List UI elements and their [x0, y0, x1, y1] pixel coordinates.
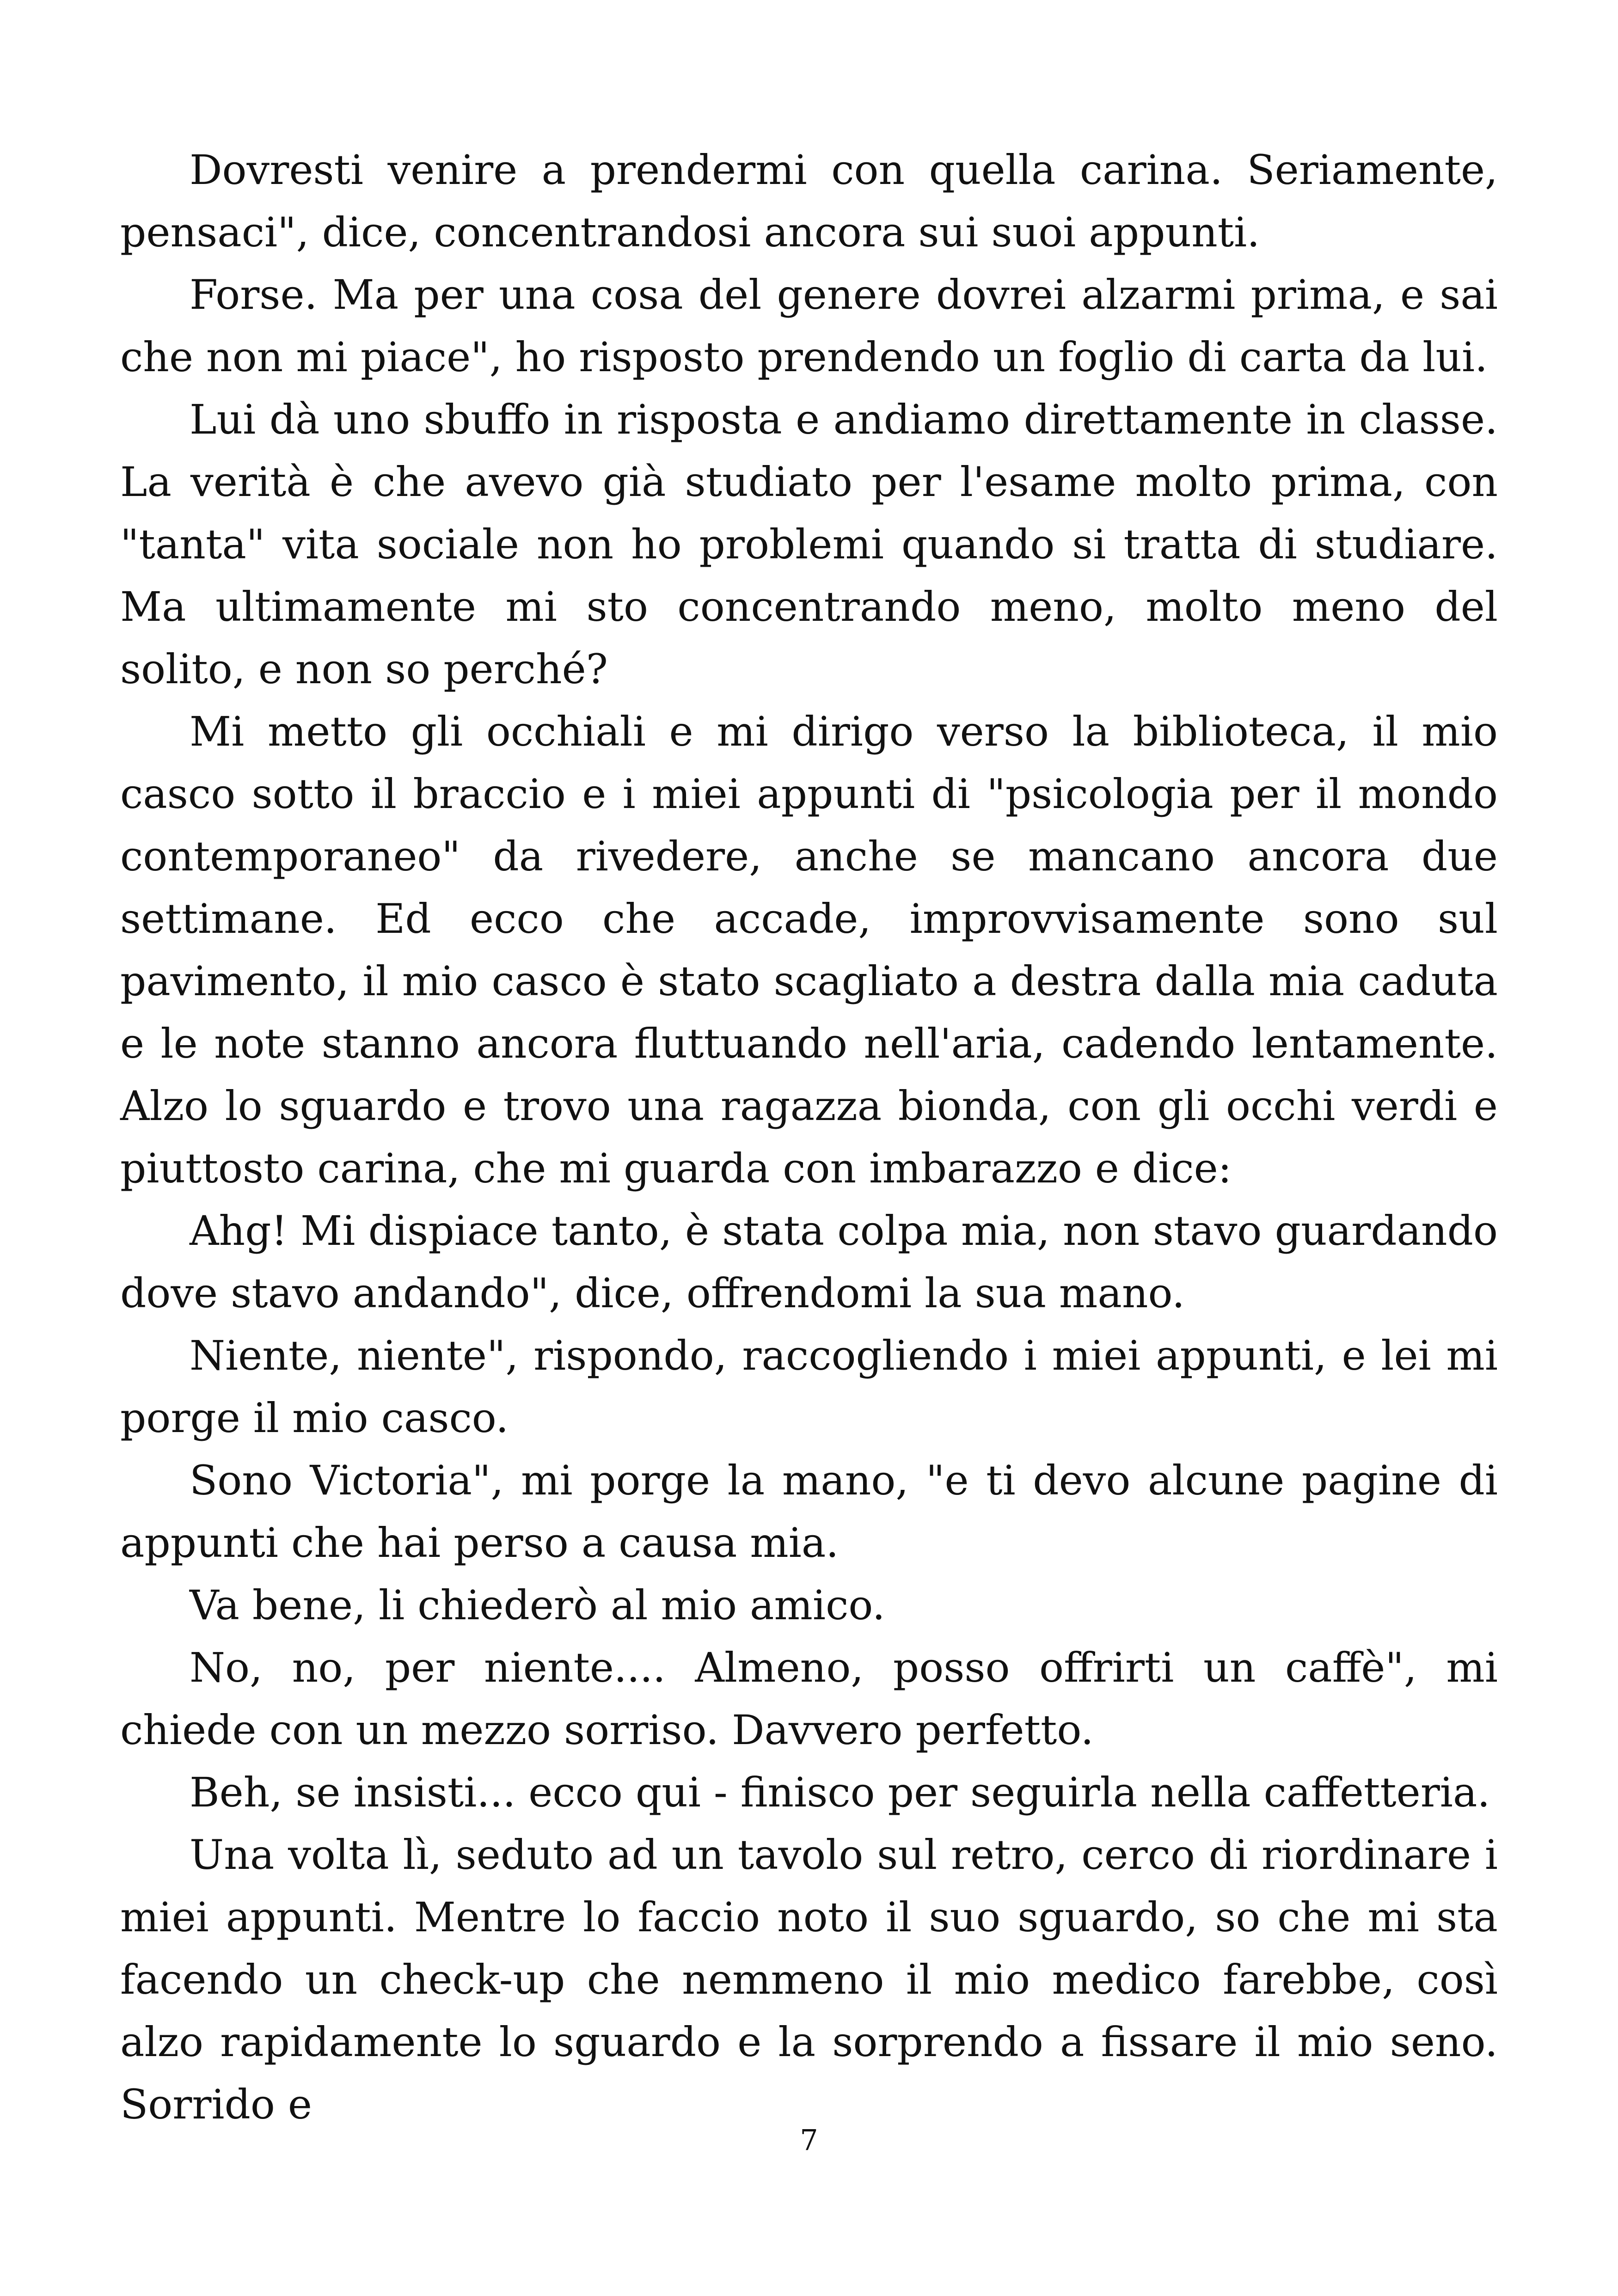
paragraph-1: Dovresti venire a prendermi con quella carina. Seriamente, pensaci", dice, concentrandosi ancora sui suoi appunti.	[120, 146, 1498, 256]
page-body	[120, 139, 1498, 2136]
paragraph-4: Mi metto gli occhiali e mi dirigo verso la biblioteca, il mio casco sotto il braccio e i miei appunti di "psicologia per il mondo contemporaneo" da rivedere, anche se mancano ancora due settimane. Ed ecco che accade, improvvisamente sono sul pavimento, il mio casco è stato scagliato a destra dalla mia caduta e le note stanno ancora fluttuando nell'aria, cadendo lentamente. Alzo lo sguardo e trovo una ragazza bionda, con gli occhi verdi e piuttosto carina, che mi guarda con imbarazzo e dice:	[120, 708, 1498, 1192]
paragraph-9: No, no, per niente.... Almeno, posso offrirti un caffè", mi chiede con un mezzo sorriso. Davvero perfetto.	[120, 1644, 1498, 1754]
page-number: 7	[800, 2123, 818, 2157]
paragraph-5: Ahg! Mi dispiace tanto, è stata colpa mia, non stavo guardando dove stavo andando", dice, offrendomi la sua mano.	[120, 1207, 1498, 1317]
paragraph-6: Niente, niente", rispondo, raccogliendo i miei appunti, e lei mi porge il mio casco.	[120, 1332, 1498, 1442]
paragraph-10: Beh, se insisti... ecco qui - finisco per seguirla nella caffetteria.	[190, 1769, 1490, 1816]
paragraph-3: Lui dà uno sbuffo in risposta e andiamo direttamente in classe. La verità è che avevo già studiato per l'esame molto prima, con "tanta" vita sociale non ho problemi quando si tratta di studiare. Ma ultimamente mi sto concentrando meno, molto meno del solito, e non so perché?	[120, 396, 1498, 693]
paragraph-7: Sono Victoria", mi porge la mano, "e ti devo alcune pagine di appunti che hai perso a causa mia.	[120, 1457, 1498, 1567]
paragraph-11: Una volta lì, seduto ad un tavolo sul retro, cerco di riordinare i miei appunti. Mentre lo faccio noto il suo sguardo, so che mi sta facendo un check-up che nemmeno il mio medico farebbe, così alzo rapidamente lo sguardo e la sorprendo a fissare il mio seno. Sorrido e	[120, 1831, 1498, 2128]
paragraph-8: Va bene, li chiederò al mio amico.	[190, 1581, 885, 1629]
paragraph-2: Forse. Ma per una cosa del genere dovrei alzarmi prima, e sai che non mi piace", ho risposto prendendo un foglio di carta da lui.	[120, 271, 1498, 381]
